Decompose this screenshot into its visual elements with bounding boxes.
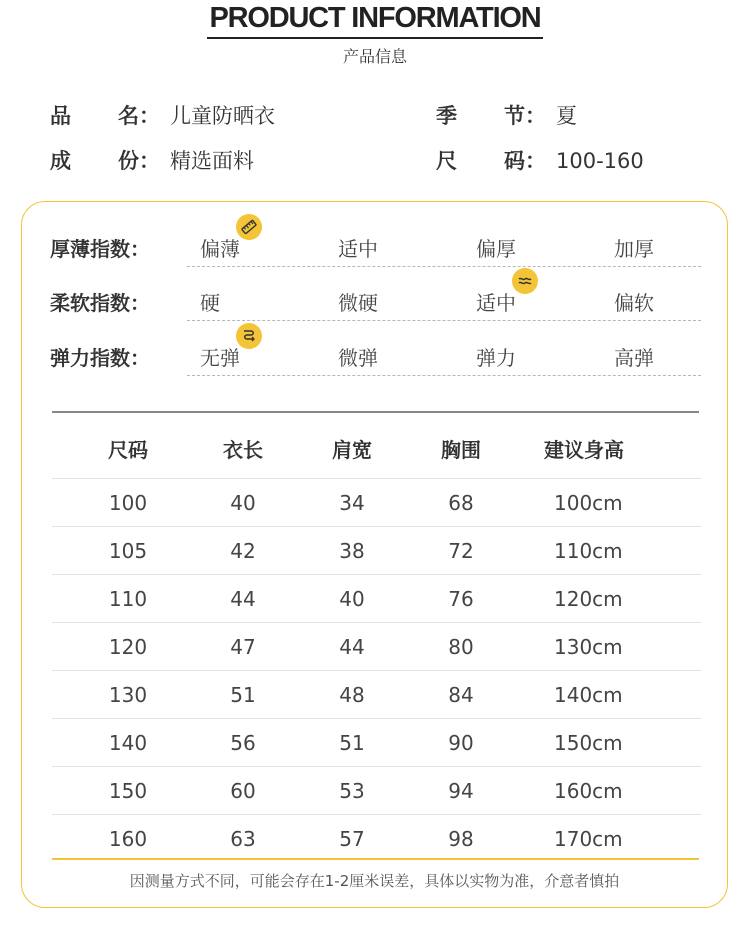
table-cell: 140 <box>108 731 148 755</box>
info-size-value: 100-160 <box>556 149 644 173</box>
table-cell: 42 <box>230 539 256 563</box>
wave-icon <box>512 268 538 294</box>
table-cell: 60 <box>230 779 256 803</box>
table-row <box>52 574 701 623</box>
table-cell: 44 <box>230 587 256 611</box>
index-dashed-line <box>187 320 701 321</box>
spring-icon <box>236 323 262 349</box>
index-row <box>22 336 729 376</box>
index-option: 硬 <box>200 291 220 315</box>
info-name-value: 儿童防晒衣 <box>170 104 275 128</box>
index-row <box>22 227 729 267</box>
info-material-value: 精选面料 <box>170 149 254 173</box>
table-cell: 130 <box>108 683 148 707</box>
table-header-cell: 胸围 <box>441 438 481 462</box>
table-header-cell: 尺码 <box>108 438 148 462</box>
index-option: 适中 <box>476 291 516 315</box>
table-cell: 56 <box>230 731 256 755</box>
info-season-label: 季 节： <box>436 104 546 128</box>
table-cell: 160 <box>108 827 148 851</box>
table-top-rule <box>52 411 699 413</box>
table-cell: 47 <box>230 635 256 659</box>
table-header-cell: 肩宽 <box>332 438 372 462</box>
index-option: 弹力 <box>476 346 516 370</box>
page-title-text: PRODUCT INFORMATION <box>207 0 542 39</box>
table-row <box>52 622 701 671</box>
index-label: 柔软指数： <box>50 291 150 315</box>
table-row <box>52 670 701 719</box>
table-cell: 72 <box>448 539 474 563</box>
info-name-label: 品 名： <box>50 104 160 128</box>
index-option: 高弹 <box>614 346 654 370</box>
table-cell: 51 <box>339 731 365 755</box>
index-option: 无弹 <box>200 346 240 370</box>
index-option: 加厚 <box>614 237 654 261</box>
index-row <box>22 281 729 321</box>
index-label: 厚薄指数： <box>50 237 150 261</box>
table-cell: 105 <box>108 539 148 563</box>
measurement-note: 因测量方式不同，可能会存在1-2厘米误差，具体以实物为准，介意者慎拍 <box>129 872 620 890</box>
index-option: 微硬 <box>338 291 378 315</box>
index-option: 偏厚 <box>476 237 516 261</box>
table-cell: 110cm <box>554 539 623 563</box>
table-cell: 160cm <box>554 779 623 803</box>
table-header-cell: 衣长 <box>223 438 263 462</box>
table-cell: 34 <box>339 491 365 515</box>
table-cell: 140cm <box>554 683 623 707</box>
table-cell: 170cm <box>554 827 623 851</box>
page-title <box>0 0 750 39</box>
info-season-value: 夏 <box>556 104 577 128</box>
index-dashed-line <box>187 375 701 376</box>
info-size-label: 尺 码： <box>436 149 546 173</box>
table-row <box>52 478 701 527</box>
table-cell: 98 <box>448 827 474 851</box>
table-cell: 80 <box>448 635 474 659</box>
table-cell: 44 <box>339 635 365 659</box>
table-cell: 57 <box>339 827 365 851</box>
table-cell: 100 <box>108 491 148 515</box>
info-material-label: 成 份： <box>50 149 160 173</box>
table-row <box>52 526 701 575</box>
table-cell: 40 <box>230 491 256 515</box>
table-cell: 68 <box>448 491 474 515</box>
index-dashed-line <box>187 266 701 267</box>
table-row <box>52 814 701 863</box>
table-cell: 120 <box>108 635 148 659</box>
table-cell: 150 <box>108 779 148 803</box>
table-cell: 84 <box>448 683 474 707</box>
product-detail-panel <box>21 201 728 908</box>
table-cell: 38 <box>339 539 365 563</box>
table-cell: 110 <box>108 587 148 611</box>
table-cell: 53 <box>339 779 365 803</box>
index-option: 偏薄 <box>200 237 240 261</box>
table-cell: 90 <box>448 731 474 755</box>
index-option: 微弹 <box>338 346 378 370</box>
table-cell: 150cm <box>554 731 623 755</box>
index-label: 弹力指数： <box>50 346 150 370</box>
table-header-cell: 建议身高 <box>544 438 624 462</box>
page-subtitle: 产品信息 <box>342 47 407 66</box>
table-bottom-rule <box>52 858 699 860</box>
table-cell: 120cm <box>554 587 623 611</box>
table-cell: 130cm <box>554 635 623 659</box>
table-row <box>52 718 701 767</box>
table-row <box>52 766 701 815</box>
table-cell: 76 <box>448 587 474 611</box>
ruler-icon <box>236 214 262 240</box>
table-cell: 94 <box>448 779 474 803</box>
table-cell: 63 <box>230 827 256 851</box>
table-cell: 40 <box>339 587 365 611</box>
table-cell: 100cm <box>554 491 623 515</box>
table-cell: 51 <box>230 683 256 707</box>
index-option: 偏软 <box>614 291 654 315</box>
table-cell: 48 <box>339 683 365 707</box>
index-option: 适中 <box>338 237 378 261</box>
